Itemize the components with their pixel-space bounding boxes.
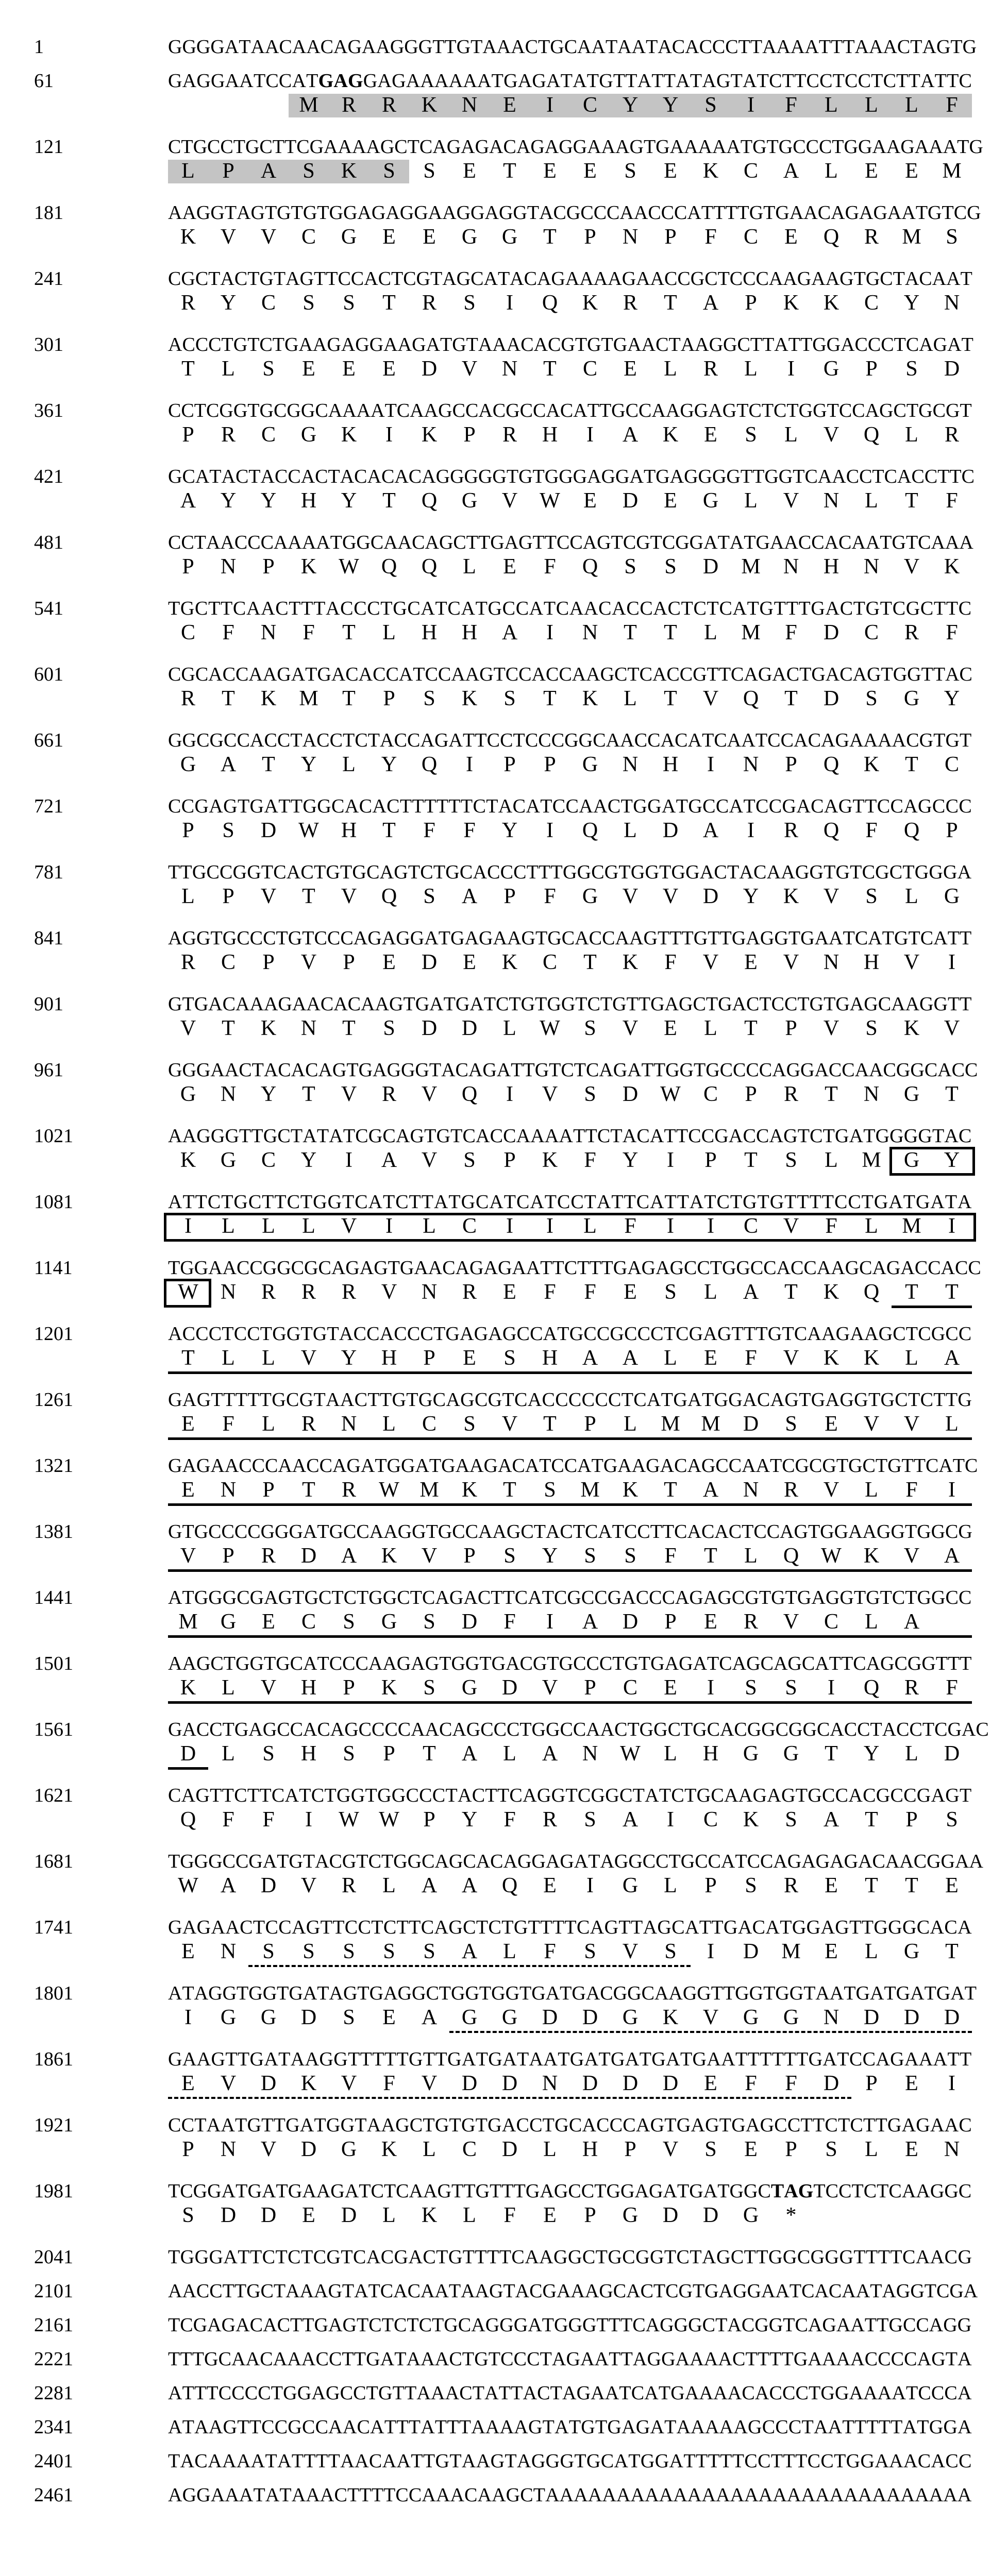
- domain-underline: [168, 1701, 972, 1704]
- amino-acid-line: L P V T V Q S A P F G V V D Y K V S L G: [181, 885, 960, 908]
- domain-underline: [168, 1503, 972, 1506]
- position-number: 2461: [34, 2484, 73, 2506]
- nucleotide-line: A A C C T T G C T A A A G T A T C A C A A T A A G T A C G A A A G C A C T C G T G A G G A A T C A C A A T A G G T C G A: [168, 2280, 978, 2302]
- amino-acid-line: K G C Y I A V S P K F Y I P T S L M G Y: [180, 1148, 960, 1172]
- position-number: 361: [34, 400, 63, 421]
- nucleotide-line: A T A A G T T C C G C C A A C A T T T A T T T A A A A G T A T G T G A G A T A A A A A G C C C T A A T T T T T A T G G A: [168, 2416, 972, 2438]
- position-number: 1321: [34, 1455, 73, 1477]
- position-number: 241: [34, 268, 63, 290]
- nucleotide-line: A G G T G C C C T G T C C C A G A G G A T G A G A A G T G C A C C A A G T T T G T T G A G G T G A A T C A T G T C A T T: [168, 927, 972, 949]
- amino-acid-line: T L S E E E D V N T C E L R L I G P S D: [181, 357, 960, 381]
- nucleotide-line: G T G C C C C G G G A T G C C A A G G T G C C A A G C T A C T C A T C C T T C A C A C T C C A G T G G A A G G T G G C G: [168, 1521, 972, 1543]
- nucleotide-line: G A A G T T G A T A A G G T T T T T G T T G A T G A T A A T G A T G A T G A T G A A T T T T T T G A T C C A G A A A T T: [168, 2048, 972, 2070]
- amino-acid-line: P N P K W Q Q L E F Q S S D M N H N V K: [182, 555, 960, 579]
- amino-acid-line: E F L R N L C S V T P L M M D S E V V L: [181, 1412, 959, 1436]
- position-number: 1021: [34, 1125, 73, 1147]
- amino-acid-line: K V V C G E E G G T P N P F C E Q R M S: [180, 225, 958, 249]
- nucleotide-line: A T G G G C G A G T G C T C T G G C T C A G A C T T C A T C G C C G A C C C A G A G C G T G T G A G G T G T C T G G C C: [168, 1587, 972, 1608]
- amino-acid-line: S D D E D L K L F E P G D D G *: [182, 2204, 797, 2227]
- domain-underline: [168, 1437, 972, 1440]
- nucleotide-line: G A G G A A T C C A T G A G G A G A A A A A A T G A G A T A T G T T A T T A T A G T A T C T T C C T C C T C T T A T T C: [168, 70, 972, 92]
- position-number: 181: [34, 202, 63, 224]
- transmembrane-box: [164, 1279, 211, 1308]
- amino-acid-line: Q F F I W W P Y F R S A I C K S A T P S: [180, 1808, 958, 1832]
- domain-underline: [168, 1569, 972, 1572]
- amino-acid-line: W A D V R L A A Q E I G L P S R E T T E: [178, 1874, 959, 1897]
- amino-acid-line: R T K M T P S K S T K L T V Q T D S G Y: [180, 687, 960, 710]
- position-number: 601: [34, 664, 63, 685]
- amino-acid-line: M G E C S G S D F I A D P E R V C L A: [178, 1610, 920, 1634]
- amino-acid-line: G N Y T V R V Q I V S D W C P R T N G T: [180, 1082, 959, 1106]
- amino-acid-line: V T K N T S D D L W S V E L T P V S K V: [180, 1016, 960, 1040]
- position-number: 2041: [34, 2246, 73, 2268]
- amino-acid-line: I G G D S E A G G D D G K V G G N D D D: [184, 2006, 960, 2029]
- nucleotide-line: T T G C C G G T C A C T G T G C A G T C T G C A C C C T T T G G C G T G G T G G A C T A C A A G G T G T C G C T G G G A: [168, 861, 972, 883]
- position-number: 661: [34, 730, 63, 751]
- position-number: 2281: [34, 2382, 73, 2404]
- amino-acid-line: P N V D G K L C D L H P V S E P S L E N: [182, 2138, 960, 2161]
- nucleotide-line: C C T C G G T G C G G C A A A A T C A A G C C A C G C C A C A T T G C C A A G G A G T C T C T G G T C C A G C T G C G T: [168, 400, 972, 421]
- nucleotide-line: G G G G A T A A C A A C A G A A G G G T T G T A A A C T G C A A T A A T A C A C C C T T A A A A T T T A A A C T A G T G: [168, 36, 977, 58]
- nucleotide-line: C C T A A C C C A A A A T G G C A A C A G C T T G A G T T C C A G T C G T C G G A T A T G A A C C A C A A T G T C A A A: [168, 532, 973, 553]
- position-number: 1801: [34, 1982, 73, 2004]
- nucleotide-line: C T G C C T G C T T C G A A A A G C T C A G A G A C A G A G G A A A G T G A A A A A T G T G C C C T G G A A G A A A T G: [168, 136, 983, 158]
- position-number: 1741: [34, 1917, 73, 1938]
- position-number: 901: [34, 993, 63, 1015]
- position-number: 1621: [34, 1785, 73, 1806]
- amino-acid-line: V P R D A K V P S Y S S F T L Q W K V A: [180, 1544, 960, 1568]
- position-number: 1381: [34, 1521, 73, 1543]
- position-number: 1201: [34, 1323, 73, 1345]
- transmembrane-box: [889, 1147, 975, 1176]
- nucleotide-line: C A G T T C T T C A T C T G G T G G C C C T A C T T C A G G T C G G C T A T C T G C A A G A G T G C C A C G C C G A G T: [168, 1785, 972, 1806]
- position-number: 721: [34, 795, 63, 817]
- nucleotide-line: A C C C T C C T G G T G T A C C A C C C T G A G A G C C A T G C C G C C C T C G A G T T T G T C A A G A A G C T C G C C: [168, 1323, 972, 1345]
- amino-acid-line: W N R R R V N R E F F E S L A T K Q T T: [178, 1280, 959, 1304]
- position-number: 1921: [34, 2114, 73, 2136]
- nucleotide-line: A T T C T G C T T C T G G T C A T C T T A T G C A T C A T C C T A T T C A T T A T C T G T G T T T T C C T G A T G A T A: [168, 1191, 972, 1213]
- transmembrane-box: [164, 1213, 976, 1242]
- nucleotide-line: G G C G C C A C C T A C C T C T A C C A G A T T C C T C C C G G C A A C C A C A T C A A T C C A C A G A A A A C G T G T: [168, 730, 972, 751]
- nucleotide-line: C G C A C C A A G A T G A C A C C A T C C A A G T C C A C C A A G C T C A C C G T T C A G A C T G A C A G T G G T T A C: [168, 664, 972, 685]
- position-number: 841: [34, 927, 63, 949]
- nucleotide-line: G A G A A C C C A A C C A G A T G G A T G A A G A C A T C C A T G A A G A C A G C C A A T C G C G T G C T G T T C A T C: [168, 1455, 978, 1477]
- position-number: 2341: [34, 2416, 73, 2438]
- position-number: 121: [34, 136, 63, 158]
- amino-acid-line: T L L V Y H P E S H A A L E F V K K L A: [181, 1346, 960, 1370]
- position-number: 1681: [34, 1851, 73, 1872]
- position-number: 301: [34, 334, 63, 355]
- nucleotide-line: T G C T T C A A C T T T A C C C T G C A T C A T G C C A T C A A C A C C A C T C T C A T G T T T G A C T G T C G C T T C: [168, 598, 972, 619]
- amino-acid-line: P R C G K I K P R H I A K E S L V Q L R: [182, 423, 959, 447]
- position-number: 421: [34, 466, 63, 487]
- domain-underline: [892, 1306, 972, 1308]
- low-complexity-underline: [168, 2097, 851, 2099]
- nucleotide-line: C C G A G T G A T T G G C A C A C T T T T T T C T A C A T C C A A C T G G A T G C C A T C C G A C A G T T C C A G C C C: [168, 795, 972, 817]
- nucleotide-line: T C G A G A C A C T T G A G T C T C T C T G C A G G G A T G G G T T T C A G G G C T A C G G T C A G A A T T G C C A G G: [168, 2314, 972, 2336]
- position-number: 1141: [34, 1257, 73, 1279]
- nucleotide-line: T G G G C C G A T G T A C G T C T G G C A G C A C A G G A G A T A G G C C T G C C A T C C A G A G A G A C A A C G G A A: [168, 1851, 983, 1872]
- position-number: 1561: [34, 1719, 73, 1740]
- amino-acid-line: R C P V P E D E K C T K F V E V N H V I: [180, 951, 955, 974]
- nucleotide-line: G A G T T T T T G C G T A A C T T G T G C A G C G T C A C C C C C C T C A T G A T G G A C A G T G A G G T G C T C T T G: [168, 1389, 972, 1411]
- nucleotide-line: A T T T C C C C T G G A G C C T G T T A A A C T A T T A C T A G A A T C A T G A A A A C A C C C T G G A A A A T C C C A: [168, 2382, 972, 2404]
- nucleotide-line: C G C T A C T G T A G T T C C A C T C G T A G C A T A C A G A A A A G A A C C G C T C C C A A G A A G T G C T A C A A T: [168, 268, 972, 290]
- position-number: 1981: [34, 2180, 73, 2202]
- amino-acid-line: P S D W H T F F Y I Q L D A I R Q F Q P: [182, 819, 958, 842]
- nucleotide-line: T C G G A T G A T G A A G A T C T C A A G T T G T T T G A G C C T G G A G A T G A T G G C T A G T C C T C T C A A G G C: [168, 2180, 972, 2202]
- amino-acid-line: E N S S S S S A L F S V S I D M E L G T: [181, 1940, 959, 1963]
- amino-acid-line: E V D K V F V D D N D D D E F F D P E I: [181, 2072, 955, 2095]
- amino-acid-line: L P A S K S S E T E E S E K C A L E E M: [181, 159, 962, 183]
- nucleotide-line: A A G C T G G T G C A T C C C A A G A G T G G T G A C G T G C C C T G T G A G A T C A G C A G C A T T C A G C G G T T T: [168, 1653, 972, 1674]
- position-number: 1081: [34, 1191, 73, 1213]
- nucleotide-line: A A G G G T T G C T A T A T C G C A G T G T C A C C A A A A T T C T A C A T T C C G A C C A G T C T G A T G G G G T A C: [168, 1125, 972, 1147]
- nucleotide-line: A G G A A A T A T A A A C T T T T C C A A A C A A G C T A A A A A A A A A A A A A A A A A A A A A A A A A A A A A A: [168, 2484, 972, 2506]
- nucleotide-line: A A G G T A G T G T G T G G A G A G G A A G G A G G T A C G C C C A A C C C A T T T T G T G A A C A G A G A A T G T C G: [168, 202, 981, 224]
- position-number: 1441: [34, 1587, 73, 1608]
- amino-acid-line: C F N F T L H H A I N T T L M F D C R F: [180, 621, 958, 645]
- position-number: 1501: [34, 1653, 73, 1674]
- amino-acid-line: E N P T R W M K T S M K T A N R V L F I: [181, 1478, 955, 1502]
- low-complexity-underline: [248, 1965, 691, 1967]
- position-number: 781: [34, 861, 63, 883]
- nucleotide-line: G A G A A C T C C A G T T C C T C T T C A G C T C T G T T T T C A G T T A G C A T T G A C A T G G A G T T G G G C A C A: [168, 1917, 972, 1938]
- amino-acid-line: K L V H P K S G D V P C E I S S I Q R F: [180, 1676, 958, 1700]
- domain-underline: [168, 1635, 972, 1638]
- nucleotide-line: T A C A A A A T A T T T T A A C A A T T G T A A G T A G G G T G C A T G G A T T T T T C C T T T C C T G G A A A C A C C: [168, 2450, 972, 2472]
- nucleotide-line: G A C C T G A G C C A C A G C C C C A A C A G C C C T G G C C A A C T G G C T G C A C G G C G G C A C C T A C C T C G A C: [168, 1719, 989, 1740]
- amino-acid-line: I L L L V I L C I I L F I I C V F L M I: [184, 1214, 955, 1238]
- position-number: 1: [34, 36, 44, 58]
- low-complexity-underline: [449, 2031, 972, 2033]
- nucleotide-line: G C A T A C T A C C A C T A C A C A C A G G G G G T G T G G G A G G A T G A G G G G T T G G T C A A C C T C A C C T T C: [168, 466, 975, 487]
- position-number: 2101: [34, 2280, 73, 2302]
- domain-underline: [168, 1371, 972, 1374]
- position-number: 61: [34, 70, 54, 92]
- nucleotide-line: T T T G C A A C A A A C C T T G A T A A A C T G T C C C T A G A A T T A G G A A A A C T T T T G A A A A C C C C A G T A: [168, 2348, 972, 2370]
- nucleotide-line: A T A G G T G G T G A T A G T G A G G C T G G T G G T G A T G A C G G C A A G G T T G G T G G T A A T G A T G A T G A T: [168, 1982, 977, 2004]
- position-number: 2221: [34, 2348, 73, 2370]
- nucleotide-line: T G G A A C C G G C G C A G A G T G A A C A G A G A A T T C T T T G A G A G C C T G G C C A C C A A G C A G A C C A C C: [168, 1257, 981, 1279]
- position-number: 961: [34, 1059, 63, 1081]
- nucleotide-line: A C C C T G T C T G A A G A G G A A G A T G T A A A C A C G T G T G A A C T A A G G C T T A T T G G A C C C T C A G A T: [168, 334, 973, 355]
- amino-acid-line: G A T Y L Y Q I P P G N H I N P Q K T C: [180, 753, 959, 776]
- amino-acid-line: R Y C S S T R S I Q K R T A P K K C Y N: [180, 291, 960, 315]
- nucleotide-line: G T G A C A A A G A A C A C A A G T G A T G A T C T G T G G T C T G T T G A G C T G A C T C C T G T G A G C A A G G T T: [168, 993, 972, 1015]
- domain-underline: [168, 1767, 208, 1770]
- nucleotide-line: G G G A A C T A C A C A G T G A G G G T A C A G A T T G T C T C A G A T T G G T G C C C C A G G A C C A A C G G C A C C: [168, 1059, 978, 1081]
- amino-acid-line: M R R K N E I C Y Y S I F L L L F: [299, 93, 958, 117]
- position-number: 1861: [34, 2048, 73, 2070]
- nucleotide-line: T G G G A T T C T C T C G T C A C G A C T G T T T T C A A G G C T G C G G T C T A G C T T G G C G G G T T T T C A A C G: [168, 2246, 972, 2268]
- position-number: 481: [34, 532, 63, 553]
- position-number: 2161: [34, 2314, 73, 2336]
- position-number: 1261: [34, 1389, 73, 1411]
- position-number: 541: [34, 598, 63, 619]
- amino-acid-line: A Y Y H Y T Q G V W E D E G L V N L T F: [180, 489, 958, 513]
- position-number: 2401: [34, 2450, 73, 2472]
- nucleotide-line: C C T A A T G T T G A T G G T A A G C T G T G T G A C C T G C A C C C A G T G A G T G A G C C T T C T C T T G A G A A C: [168, 2114, 972, 2136]
- amino-acid-line: D L S H S P T A L A N W L H G G T Y L D: [180, 1742, 960, 1766]
